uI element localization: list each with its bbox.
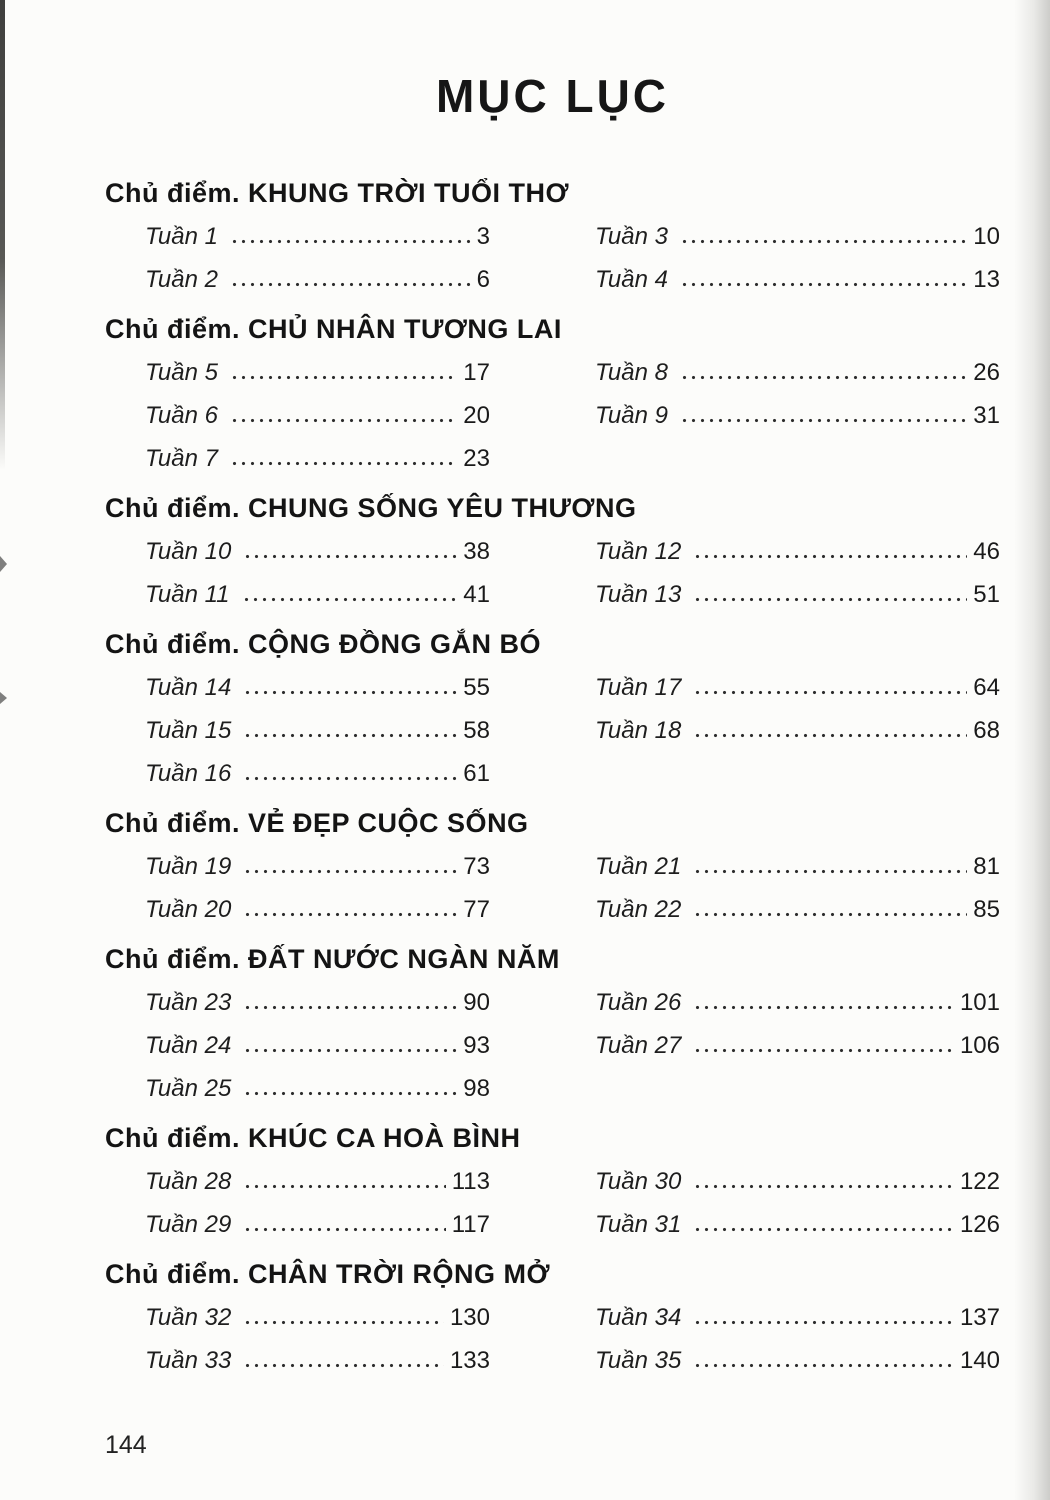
toc-entry-label: Tuần 14 <box>145 674 232 701</box>
toc-column-left <box>105 981 490 1110</box>
toc-entry-label: Tuần 13 <box>595 581 682 608</box>
toc-entry-label: Tuần 9 <box>595 402 668 429</box>
toc-entry <box>145 1024 490 1067</box>
toc-entry-label: Tuần 22 <box>595 896 682 923</box>
toc-entry-label: Tuần 8 <box>595 359 668 386</box>
toc-entry-label: Tuần 2 <box>145 266 218 293</box>
toc-entry-page: 31 <box>973 402 1000 429</box>
dot-leader <box>230 418 457 423</box>
toc-entry-label: Tuần 30 <box>595 1168 682 1195</box>
dot-leader <box>230 282 471 287</box>
toc-entry-label: Tuần 10 <box>145 538 232 565</box>
toc-entry <box>145 258 490 301</box>
toc-entry-label: Tuần 4 <box>595 266 668 293</box>
section-heading: Chủ điểm. KHUNG TRỜI TUỔI THƠ <box>105 178 570 208</box>
toc-entry <box>595 666 1000 709</box>
toc-entry-page: 106 <box>959 1032 1000 1059</box>
dot-leader <box>243 733 457 738</box>
toc-entry <box>145 437 490 480</box>
section-heading: Chủ điểm. CHỦ NHÂN TƯƠNG LAI <box>105 314 562 344</box>
scan-edge-mark-left <box>0 0 5 470</box>
toc-entry <box>595 981 1000 1024</box>
dot-leader <box>230 375 457 380</box>
toc-entry-page: 93 <box>463 1032 490 1059</box>
toc-column-right <box>595 351 1000 437</box>
toc-entry-label: Tuần 19 <box>145 853 232 880</box>
toc-sections <box>105 165 1000 1382</box>
toc-entry <box>595 351 1000 394</box>
toc-entry-page: 41 <box>463 581 490 608</box>
dot-leader <box>243 1363 444 1368</box>
toc-entry-label: Tuần 26 <box>595 989 682 1016</box>
page-title: MỤC LỤC <box>435 70 670 122</box>
toc-entry-page: 23 <box>463 445 490 472</box>
toc-entry-page: 10 <box>973 223 1000 250</box>
toc-section <box>105 178 1000 301</box>
toc-section <box>105 493 1000 616</box>
toc-column-left <box>105 215 490 301</box>
toc-entry-page: 68 <box>973 717 1000 744</box>
toc-column-left <box>105 351 490 480</box>
toc-entry <box>145 1339 490 1382</box>
toc-entry <box>145 530 490 573</box>
dot-leader <box>693 733 967 738</box>
toc-entry-page: 6 <box>476 266 490 293</box>
section-heading: Chủ điểm. KHÚC CA HOÀ BÌNH <box>105 1123 521 1153</box>
dot-leader <box>243 690 457 695</box>
dot-leader <box>693 554 967 559</box>
toc-entry-label: Tuần 17 <box>595 674 682 701</box>
toc-column-left <box>105 530 490 616</box>
dot-leader <box>680 282 967 287</box>
toc-entry-page: 3 <box>476 223 490 250</box>
dot-leader <box>243 869 457 874</box>
toc-entry <box>145 215 490 258</box>
dot-leader <box>680 239 967 244</box>
toc-entry-page: 51 <box>973 581 1000 608</box>
toc-entry-label: Tuần 20 <box>145 896 232 923</box>
toc-entry-label: Tuần 11 <box>145 581 230 608</box>
toc-column-right <box>595 1296 1000 1382</box>
toc-entry-label: Tuần 5 <box>145 359 218 386</box>
toc-entry-label: Tuần 35 <box>595 1347 682 1374</box>
toc-entry-page: 20 <box>463 402 490 429</box>
toc-entry-page: 140 <box>959 1347 1000 1374</box>
dot-leader <box>693 1320 954 1325</box>
toc-entry-label: Tuần 16 <box>145 760 232 787</box>
section-columns <box>105 981 1000 1110</box>
toc-entry <box>595 888 1000 931</box>
toc-entry <box>595 1296 1000 1339</box>
toc-column-left <box>105 1160 490 1246</box>
toc-entry-page: 17 <box>463 359 490 386</box>
toc-entry-page: 130 <box>449 1304 490 1331</box>
toc-entry-page: 64 <box>973 674 1000 701</box>
dot-leader <box>230 239 471 244</box>
toc-entry-page: 137 <box>959 1304 1000 1331</box>
section-columns <box>105 666 1000 795</box>
dot-leader <box>242 597 458 602</box>
dot-leader <box>243 1227 445 1232</box>
toc-entry-label: Tuần 28 <box>145 1168 232 1195</box>
toc-entry-label: Tuần 18 <box>595 717 682 744</box>
toc-entry <box>595 1024 1000 1067</box>
toc-entry <box>595 530 1000 573</box>
toc-entry-label: Tuần 7 <box>145 445 218 472</box>
toc-entry-page: 122 <box>959 1168 1000 1195</box>
toc-entry-page: 81 <box>973 853 1000 880</box>
dot-leader <box>243 554 457 559</box>
toc-column-left <box>105 845 490 931</box>
toc-entry <box>595 709 1000 752</box>
toc-entry-label: Tuần 29 <box>145 1211 232 1238</box>
dot-leader <box>680 418 967 423</box>
toc-entry-label: Tuần 21 <box>595 853 682 880</box>
toc-section <box>105 808 1000 931</box>
toc-entry <box>145 1160 490 1203</box>
dot-leader <box>693 1048 954 1053</box>
toc-column-left <box>105 1296 490 1382</box>
scan-speck <box>0 556 7 572</box>
toc-entry-label: Tuần 15 <box>145 717 232 744</box>
scan-speck <box>0 692 7 704</box>
dot-leader <box>693 690 967 695</box>
toc-entry-label: Tuần 3 <box>595 223 668 250</box>
section-columns <box>105 1160 1000 1246</box>
dot-leader <box>693 1184 954 1189</box>
toc-entry-page: 61 <box>463 760 490 787</box>
toc-entry-label: Tuần 12 <box>595 538 682 565</box>
toc-column-left <box>105 666 490 795</box>
dot-leader <box>693 597 967 602</box>
toc-entry-label: Tuần 31 <box>595 1211 682 1238</box>
toc-entry-page: 117 <box>451 1211 490 1238</box>
dot-leader <box>693 912 967 917</box>
toc-entry <box>145 1296 490 1339</box>
toc-entry-label: Tuần 27 <box>595 1032 682 1059</box>
toc-entry <box>145 394 490 437</box>
section-columns <box>105 845 1000 931</box>
toc-entry <box>145 981 490 1024</box>
toc-entry-page: 26 <box>973 359 1000 386</box>
dot-leader <box>693 1363 954 1368</box>
toc-entry <box>595 1160 1000 1203</box>
section-columns <box>105 530 1000 616</box>
dot-leader <box>693 1227 954 1232</box>
toc-section <box>105 629 1000 795</box>
toc-entry-page: 98 <box>463 1075 490 1102</box>
toc-entry-page: 55 <box>463 674 490 701</box>
section-columns <box>105 1296 1000 1382</box>
toc-column-right <box>595 530 1000 616</box>
toc-entry-page: 73 <box>463 853 490 880</box>
toc-entry-page: 90 <box>463 989 490 1016</box>
dot-leader <box>680 375 967 380</box>
dot-leader <box>243 776 457 781</box>
toc-entry <box>595 394 1000 437</box>
toc-section <box>105 314 1000 480</box>
section-heading: Chủ điểm. ĐẤT NƯỚC NGÀN NĂM <box>105 944 560 974</box>
toc-entry <box>145 845 490 888</box>
dot-leader <box>243 1005 457 1010</box>
toc-entry-label: Tuần 1 <box>145 223 218 250</box>
toc-entry <box>595 573 1000 616</box>
toc-entry <box>595 1203 1000 1246</box>
toc-column-right <box>595 666 1000 752</box>
toc-column-right <box>595 981 1000 1067</box>
toc-entry <box>145 666 490 709</box>
section-heading: Chủ điểm. CỘNG ĐỒNG GẮN BÓ <box>105 629 542 659</box>
toc-entry <box>145 351 490 394</box>
toc-entry <box>595 845 1000 888</box>
toc-entry-page: 46 <box>973 538 1000 565</box>
dot-leader <box>230 461 457 466</box>
toc-entry-page: 38 <box>463 538 490 565</box>
page-number: 144 <box>105 1431 147 1459</box>
toc-entry-label: Tuần 34 <box>595 1304 682 1331</box>
toc-entry-label: Tuần 25 <box>145 1075 232 1102</box>
scan-edge-shadow-right <box>1014 0 1050 1500</box>
toc-entry-page: 13 <box>973 266 1000 293</box>
toc-entry-page: 101 <box>959 989 1000 1016</box>
toc-entry <box>145 752 490 795</box>
toc-section <box>105 1259 1000 1382</box>
toc-entry <box>595 215 1000 258</box>
dot-leader <box>243 1320 444 1325</box>
section-heading: Chủ điểm. CHÂN TRỜI RỘNG MỞ <box>105 1259 551 1289</box>
toc-column-right <box>595 845 1000 931</box>
toc-entry-page: 133 <box>449 1347 490 1374</box>
toc-entry <box>595 1339 1000 1382</box>
dot-leader <box>243 1091 457 1096</box>
toc-entry-page: 77 <box>463 896 490 923</box>
toc-entry-page: 126 <box>959 1211 1000 1238</box>
section-heading: Chủ điểm. CHUNG SỐNG YÊU THƯƠNG <box>105 493 637 523</box>
toc-column-right <box>595 1160 1000 1246</box>
toc-section <box>105 1123 1000 1246</box>
dot-leader <box>243 912 457 917</box>
dot-leader <box>243 1184 445 1189</box>
toc-entry <box>145 888 490 931</box>
section-columns <box>105 215 1000 301</box>
dot-leader <box>693 1005 954 1010</box>
toc-section <box>105 944 1000 1110</box>
dot-leader <box>243 1048 457 1053</box>
toc-entry-page: 113 <box>451 1168 490 1195</box>
toc-column-right <box>595 215 1000 301</box>
dot-leader <box>693 869 967 874</box>
toc-entry-label: Tuần 33 <box>145 1347 232 1374</box>
toc-entry-label: Tuần 24 <box>145 1032 232 1059</box>
toc-entry-label: Tuần 32 <box>145 1304 232 1331</box>
toc-entry-page: 58 <box>463 717 490 744</box>
toc-entry-page: 85 <box>973 896 1000 923</box>
toc-entry <box>595 258 1000 301</box>
toc-entry-label: Tuần 6 <box>145 402 218 429</box>
toc-entry <box>145 1067 490 1110</box>
section-heading: Chủ điểm. VẺ ĐẸP CUỘC SỐNG <box>105 808 529 838</box>
toc-entry <box>145 573 490 616</box>
toc-entry <box>145 1203 490 1246</box>
section-columns <box>105 351 1000 480</box>
toc-entry-label: Tuần 23 <box>145 989 232 1016</box>
toc-entry <box>145 709 490 752</box>
